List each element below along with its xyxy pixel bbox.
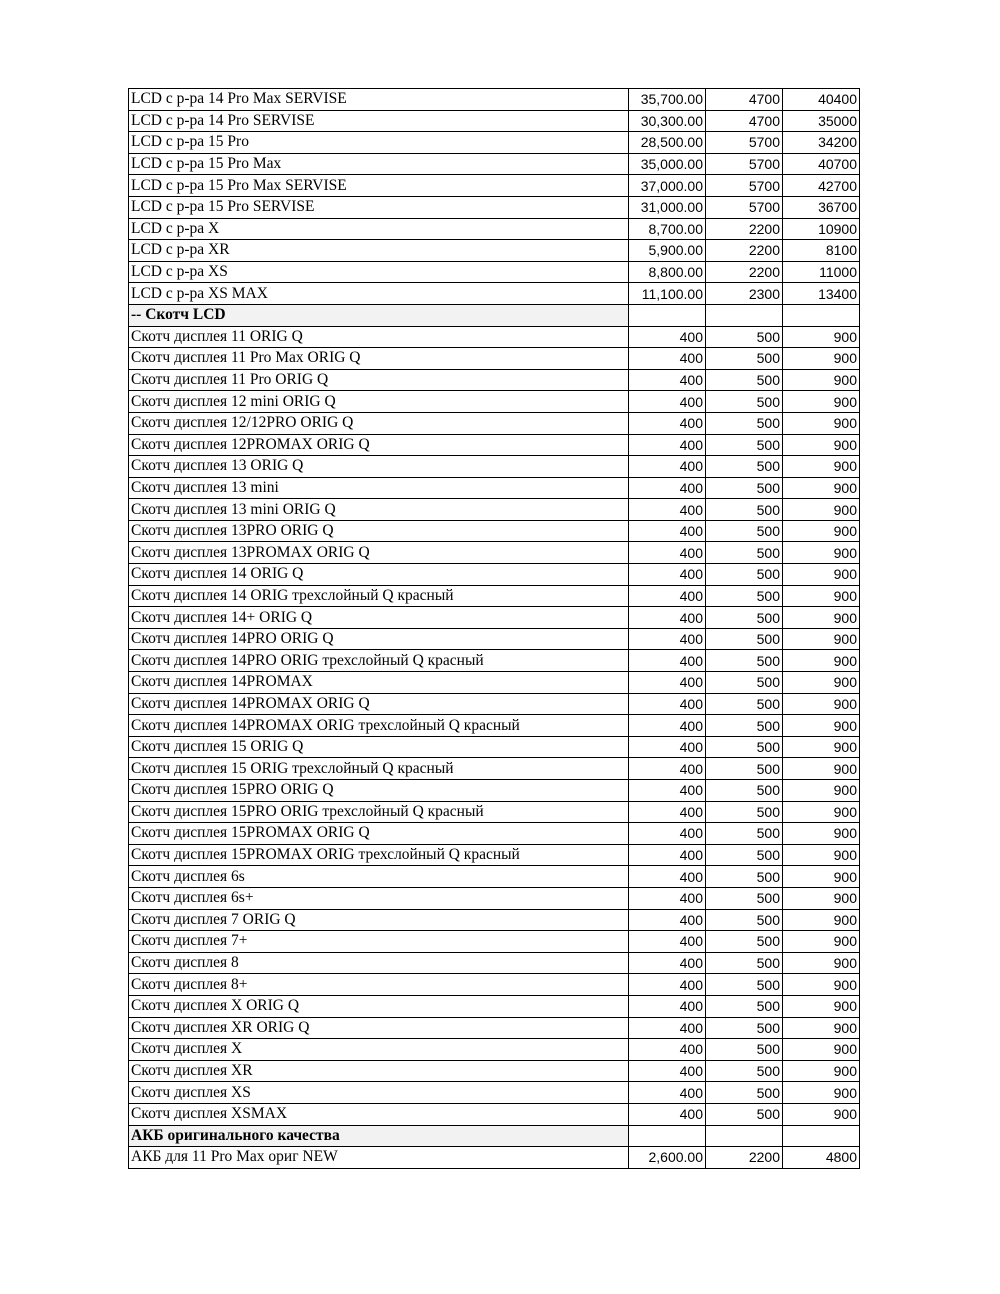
markup-cell: 4700 xyxy=(706,89,783,111)
markup-cell: 500 xyxy=(706,412,783,434)
table-row xyxy=(129,650,860,672)
table-row xyxy=(129,758,860,780)
product-name-cell: LCD с р-ра XS MAX xyxy=(129,283,629,305)
markup-cell: 500 xyxy=(706,585,783,607)
price-table xyxy=(128,88,860,1169)
markup-cell: 500 xyxy=(706,1039,783,1061)
section-header-row xyxy=(129,1125,860,1147)
table-row xyxy=(129,412,860,434)
total-cell: 900 xyxy=(783,672,860,694)
total-cell: 900 xyxy=(783,1060,860,1082)
table-row xyxy=(129,348,860,370)
product-name-cell: Скотч дисплея 6s xyxy=(129,866,629,888)
markup-cell: 500 xyxy=(706,542,783,564)
table-row xyxy=(129,844,860,866)
markup-cell: 2200 xyxy=(706,261,783,283)
markup-cell: 500 xyxy=(706,456,783,478)
product-name-cell: Скотч дисплея 7 ORIG Q xyxy=(129,909,629,931)
price-cell: 30,300.00 xyxy=(629,110,706,132)
product-name-cell: Скотч дисплея XR ORIG Q xyxy=(129,1017,629,1039)
price-cell xyxy=(629,304,706,326)
total-cell: 900 xyxy=(783,995,860,1017)
total-cell: 8100 xyxy=(783,240,860,262)
table-row xyxy=(129,89,860,111)
price-cell: 400 xyxy=(629,780,706,802)
price-cell: 2,600.00 xyxy=(629,1147,706,1169)
product-name-cell: Скотч дисплея 11 ORIG Q xyxy=(129,326,629,348)
total-cell: 10900 xyxy=(783,218,860,240)
section-header-row xyxy=(129,304,860,326)
section-title: АКБ оригинального качества xyxy=(129,1125,629,1147)
price-cell: 400 xyxy=(629,758,706,780)
product-name-cell: Скотч дисплея 12/12PRO ORIG Q xyxy=(129,412,629,434)
total-cell: 900 xyxy=(783,801,860,823)
price-cell: 400 xyxy=(629,520,706,542)
product-name-cell: Скотч дисплея 14+ ORIG Q xyxy=(129,607,629,629)
price-cell: 400 xyxy=(629,974,706,996)
product-name-cell: Скотч дисплея 13 mini ORIG Q xyxy=(129,499,629,521)
total-cell: 900 xyxy=(783,693,860,715)
markup-cell: 500 xyxy=(706,823,783,845)
total-cell: 35000 xyxy=(783,110,860,132)
markup-cell: 500 xyxy=(706,974,783,996)
total-cell: 900 xyxy=(783,758,860,780)
table-row xyxy=(129,240,860,262)
product-name-cell: LCD с р-ра 15 Pro Max SERVISE xyxy=(129,175,629,197)
markup-cell: 500 xyxy=(706,736,783,758)
table-row xyxy=(129,823,860,845)
total-cell: 900 xyxy=(783,1082,860,1104)
markup-cell: 500 xyxy=(706,780,783,802)
price-cell: 400 xyxy=(629,650,706,672)
table-row xyxy=(129,196,860,218)
price-cell: 400 xyxy=(629,477,706,499)
total-cell: 900 xyxy=(783,520,860,542)
price-cell: 400 xyxy=(629,456,706,478)
total-cell: 900 xyxy=(783,456,860,478)
table-row xyxy=(129,1060,860,1082)
product-name-cell: Скотч дисплея XSMAX xyxy=(129,1103,629,1125)
table-row xyxy=(129,628,860,650)
markup-cell: 5700 xyxy=(706,196,783,218)
markup-cell xyxy=(706,1125,783,1147)
table-row xyxy=(129,391,860,413)
price-cell: 400 xyxy=(629,542,706,564)
total-cell: 900 xyxy=(783,542,860,564)
table-row xyxy=(129,866,860,888)
markup-cell: 2300 xyxy=(706,283,783,305)
total-cell: 900 xyxy=(783,412,860,434)
table-row xyxy=(129,326,860,348)
markup-cell: 500 xyxy=(706,952,783,974)
price-cell: 8,700.00 xyxy=(629,218,706,240)
product-name-cell: Скотч дисплея 13PROMAX ORIG Q xyxy=(129,542,629,564)
product-name-cell: Скотч дисплея 14 ORIG трехслойный Q красный xyxy=(129,585,629,607)
total-cell: 900 xyxy=(783,1017,860,1039)
markup-cell: 500 xyxy=(706,801,783,823)
price-cell: 28,500.00 xyxy=(629,132,706,154)
total-cell: 900 xyxy=(783,477,860,499)
total-cell: 900 xyxy=(783,952,860,974)
total-cell: 40700 xyxy=(783,153,860,175)
table-row xyxy=(129,110,860,132)
total-cell: 900 xyxy=(783,499,860,521)
price-cell: 31,000.00 xyxy=(629,196,706,218)
total-cell xyxy=(783,1125,860,1147)
markup-cell: 500 xyxy=(706,369,783,391)
price-cell: 400 xyxy=(629,801,706,823)
price-cell: 35,000.00 xyxy=(629,153,706,175)
price-cell: 400 xyxy=(629,326,706,348)
markup-cell: 2200 xyxy=(706,1147,783,1169)
product-name-cell: Скотч дисплея 15 ORIG трехслойный Q красный xyxy=(129,758,629,780)
price-table-body xyxy=(129,89,860,1169)
table-row xyxy=(129,715,860,737)
markup-cell: 500 xyxy=(706,715,783,737)
product-name-cell: Скотч дисплея 8 xyxy=(129,952,629,974)
product-name-cell: Скотч дисплея 15 ORIG Q xyxy=(129,736,629,758)
total-cell: 900 xyxy=(783,564,860,586)
total-cell: 900 xyxy=(783,585,860,607)
total-cell: 900 xyxy=(783,326,860,348)
price-cell: 400 xyxy=(629,952,706,974)
product-name-cell: Скотч дисплея 15PRO ORIG Q xyxy=(129,780,629,802)
table-row xyxy=(129,801,860,823)
price-cell: 400 xyxy=(629,369,706,391)
markup-cell: 500 xyxy=(706,391,783,413)
total-cell: 900 xyxy=(783,780,860,802)
total-cell: 900 xyxy=(783,931,860,953)
markup-cell: 500 xyxy=(706,607,783,629)
markup-cell: 500 xyxy=(706,1082,783,1104)
markup-cell: 500 xyxy=(706,1017,783,1039)
total-cell: 900 xyxy=(783,974,860,996)
price-cell: 400 xyxy=(629,736,706,758)
price-cell: 400 xyxy=(629,887,706,909)
table-row xyxy=(129,780,860,802)
product-name-cell: Скотч дисплея X xyxy=(129,1039,629,1061)
markup-cell: 500 xyxy=(706,758,783,780)
markup-cell: 4700 xyxy=(706,110,783,132)
price-cell: 400 xyxy=(629,585,706,607)
markup-cell: 500 xyxy=(706,887,783,909)
price-cell: 400 xyxy=(629,1060,706,1082)
table-row xyxy=(129,456,860,478)
table-row xyxy=(129,736,860,758)
product-name-cell: Скотч дисплея 14PROMAX ORIG трехслойный Q красный xyxy=(129,715,629,737)
product-name-cell: LCD с р-ра 15 Pro SERVISE xyxy=(129,196,629,218)
total-cell: 900 xyxy=(783,887,860,909)
markup-cell: 500 xyxy=(706,995,783,1017)
table-row xyxy=(129,887,860,909)
total-cell: 900 xyxy=(783,1039,860,1061)
product-name-cell: Скотч дисплея 11 Pro ORIG Q xyxy=(129,369,629,391)
total-cell: 900 xyxy=(783,348,860,370)
total-cell: 900 xyxy=(783,434,860,456)
markup-cell: 2200 xyxy=(706,240,783,262)
table-row xyxy=(129,585,860,607)
product-name-cell: Скотч дисплея 7+ xyxy=(129,931,629,953)
product-name-cell: Скотч дисплея 13 ORIG Q xyxy=(129,456,629,478)
price-cell: 400 xyxy=(629,564,706,586)
table-row xyxy=(129,1103,860,1125)
product-name-cell: Скотч дисплея 14PROMAX ORIG Q xyxy=(129,693,629,715)
price-cell: 400 xyxy=(629,995,706,1017)
table-row xyxy=(129,369,860,391)
total-cell: 34200 xyxy=(783,132,860,154)
product-name-cell: LCD с р-ра 15 Pro xyxy=(129,132,629,154)
table-row xyxy=(129,132,860,154)
product-name-cell: Скотч дисплея 15PRO ORIG трехслойный Q красный xyxy=(129,801,629,823)
total-cell: 900 xyxy=(783,369,860,391)
markup-cell: 500 xyxy=(706,326,783,348)
table-row xyxy=(129,1147,860,1169)
total-cell: 40400 xyxy=(783,89,860,111)
product-name-cell: LCD с р-ра XR xyxy=(129,240,629,262)
total-cell: 42700 xyxy=(783,175,860,197)
product-name-cell: Скотч дисплея 6s+ xyxy=(129,887,629,909)
table-row xyxy=(129,693,860,715)
price-cell: 400 xyxy=(629,628,706,650)
table-row xyxy=(129,931,860,953)
table-row xyxy=(129,175,860,197)
markup-cell: 500 xyxy=(706,499,783,521)
product-name-cell: Скотч дисплея 13PRO ORIG Q xyxy=(129,520,629,542)
product-name-cell: LCD с р-ра XS xyxy=(129,261,629,283)
table-row xyxy=(129,520,860,542)
product-name-cell: Скотч дисплея 14PRO ORIG Q xyxy=(129,628,629,650)
product-name-cell: Скотч дисплея 8+ xyxy=(129,974,629,996)
table-row xyxy=(129,564,860,586)
price-cell: 400 xyxy=(629,1082,706,1104)
table-row xyxy=(129,499,860,521)
table-row xyxy=(129,477,860,499)
product-name-cell: Скотч дисплея 13 mini xyxy=(129,477,629,499)
total-cell: 4800 xyxy=(783,1147,860,1169)
product-name-cell: Скотч дисплея 14PRO ORIG трехслойный Q красный xyxy=(129,650,629,672)
table-row xyxy=(129,952,860,974)
table-row xyxy=(129,283,860,305)
total-cell: 36700 xyxy=(783,196,860,218)
product-name-cell: Скотч дисплея XS xyxy=(129,1082,629,1104)
total-cell: 900 xyxy=(783,607,860,629)
product-name-cell: Скотч дисплея 14PROMAX xyxy=(129,672,629,694)
table-row xyxy=(129,974,860,996)
total-cell: 900 xyxy=(783,844,860,866)
table-row xyxy=(129,672,860,694)
markup-cell: 500 xyxy=(706,693,783,715)
price-cell: 400 xyxy=(629,434,706,456)
total-cell: 900 xyxy=(783,866,860,888)
product-name-cell: АКБ для 11 Pro Max ориг NEW xyxy=(129,1147,629,1169)
price-cell: 400 xyxy=(629,866,706,888)
total-cell: 900 xyxy=(783,650,860,672)
price-cell: 400 xyxy=(629,348,706,370)
markup-cell: 5700 xyxy=(706,132,783,154)
product-name-cell: LCD с р-ра 15 Pro Max xyxy=(129,153,629,175)
table-row xyxy=(129,218,860,240)
price-cell: 5,900.00 xyxy=(629,240,706,262)
product-name-cell: LCD с р-ра X xyxy=(129,218,629,240)
price-cell: 400 xyxy=(629,1017,706,1039)
markup-cell: 500 xyxy=(706,434,783,456)
product-name-cell: Скотч дисплея 12 mini ORIG Q xyxy=(129,391,629,413)
price-cell: 400 xyxy=(629,1039,706,1061)
product-name-cell: Скотч дисплея XR xyxy=(129,1060,629,1082)
table-row xyxy=(129,261,860,283)
markup-cell: 5700 xyxy=(706,153,783,175)
price-cell: 400 xyxy=(629,391,706,413)
markup-cell: 500 xyxy=(706,844,783,866)
price-cell: 35,700.00 xyxy=(629,89,706,111)
product-name-cell: Скотч дисплея 14 ORIG Q xyxy=(129,564,629,586)
product-name-cell: Скотч дисплея X ORIG Q xyxy=(129,995,629,1017)
price-cell: 37,000.00 xyxy=(629,175,706,197)
product-name-cell: Скотч дисплея 11 Pro Max ORIG Q xyxy=(129,348,629,370)
price-cell: 11,100.00 xyxy=(629,283,706,305)
markup-cell: 500 xyxy=(706,477,783,499)
total-cell: 900 xyxy=(783,391,860,413)
markup-cell: 5700 xyxy=(706,175,783,197)
price-cell: 8,800.00 xyxy=(629,261,706,283)
markup-cell xyxy=(706,304,783,326)
price-cell: 400 xyxy=(629,844,706,866)
table-row xyxy=(129,1082,860,1104)
table-row xyxy=(129,1039,860,1061)
price-cell: 400 xyxy=(629,715,706,737)
section-title: -- Скотч LCD xyxy=(129,304,629,326)
markup-cell: 500 xyxy=(706,866,783,888)
table-row xyxy=(129,607,860,629)
total-cell: 13400 xyxy=(783,283,860,305)
total-cell: 900 xyxy=(783,736,860,758)
product-name-cell: Скотч дисплея 15PROMAX ORIG Q xyxy=(129,823,629,845)
table-row xyxy=(129,153,860,175)
table-row xyxy=(129,995,860,1017)
markup-cell: 500 xyxy=(706,348,783,370)
product-name-cell: Скотч дисплея 15PROMAX ORIG трехслойный Q красный xyxy=(129,844,629,866)
table-row xyxy=(129,542,860,564)
total-cell: 900 xyxy=(783,909,860,931)
price-cell: 400 xyxy=(629,931,706,953)
table-row xyxy=(129,909,860,931)
product-name-cell: Скотч дисплея 12PROMAX ORIG Q xyxy=(129,434,629,456)
markup-cell: 500 xyxy=(706,909,783,931)
price-cell: 400 xyxy=(629,499,706,521)
table-row xyxy=(129,1017,860,1039)
price-cell: 400 xyxy=(629,1103,706,1125)
total-cell: 900 xyxy=(783,628,860,650)
product-name-cell: LCD с р-ра 14 Pro Max SERVISE xyxy=(129,89,629,111)
markup-cell: 2200 xyxy=(706,218,783,240)
markup-cell: 500 xyxy=(706,1060,783,1082)
table-row xyxy=(129,434,860,456)
total-cell: 11000 xyxy=(783,261,860,283)
markup-cell: 500 xyxy=(706,1103,783,1125)
markup-cell: 500 xyxy=(706,672,783,694)
price-cell: 400 xyxy=(629,693,706,715)
price-cell: 400 xyxy=(629,607,706,629)
total-cell: 900 xyxy=(783,823,860,845)
markup-cell: 500 xyxy=(706,628,783,650)
total-cell: 900 xyxy=(783,1103,860,1125)
price-cell: 400 xyxy=(629,672,706,694)
markup-cell: 500 xyxy=(706,564,783,586)
total-cell xyxy=(783,304,860,326)
price-cell: 400 xyxy=(629,412,706,434)
price-cell: 400 xyxy=(629,823,706,845)
total-cell: 900 xyxy=(783,715,860,737)
product-name-cell: LCD с р-ра 14 Pro SERVISE xyxy=(129,110,629,132)
markup-cell: 500 xyxy=(706,931,783,953)
markup-cell: 500 xyxy=(706,520,783,542)
price-cell: 400 xyxy=(629,909,706,931)
price-cell xyxy=(629,1125,706,1147)
markup-cell: 500 xyxy=(706,650,783,672)
